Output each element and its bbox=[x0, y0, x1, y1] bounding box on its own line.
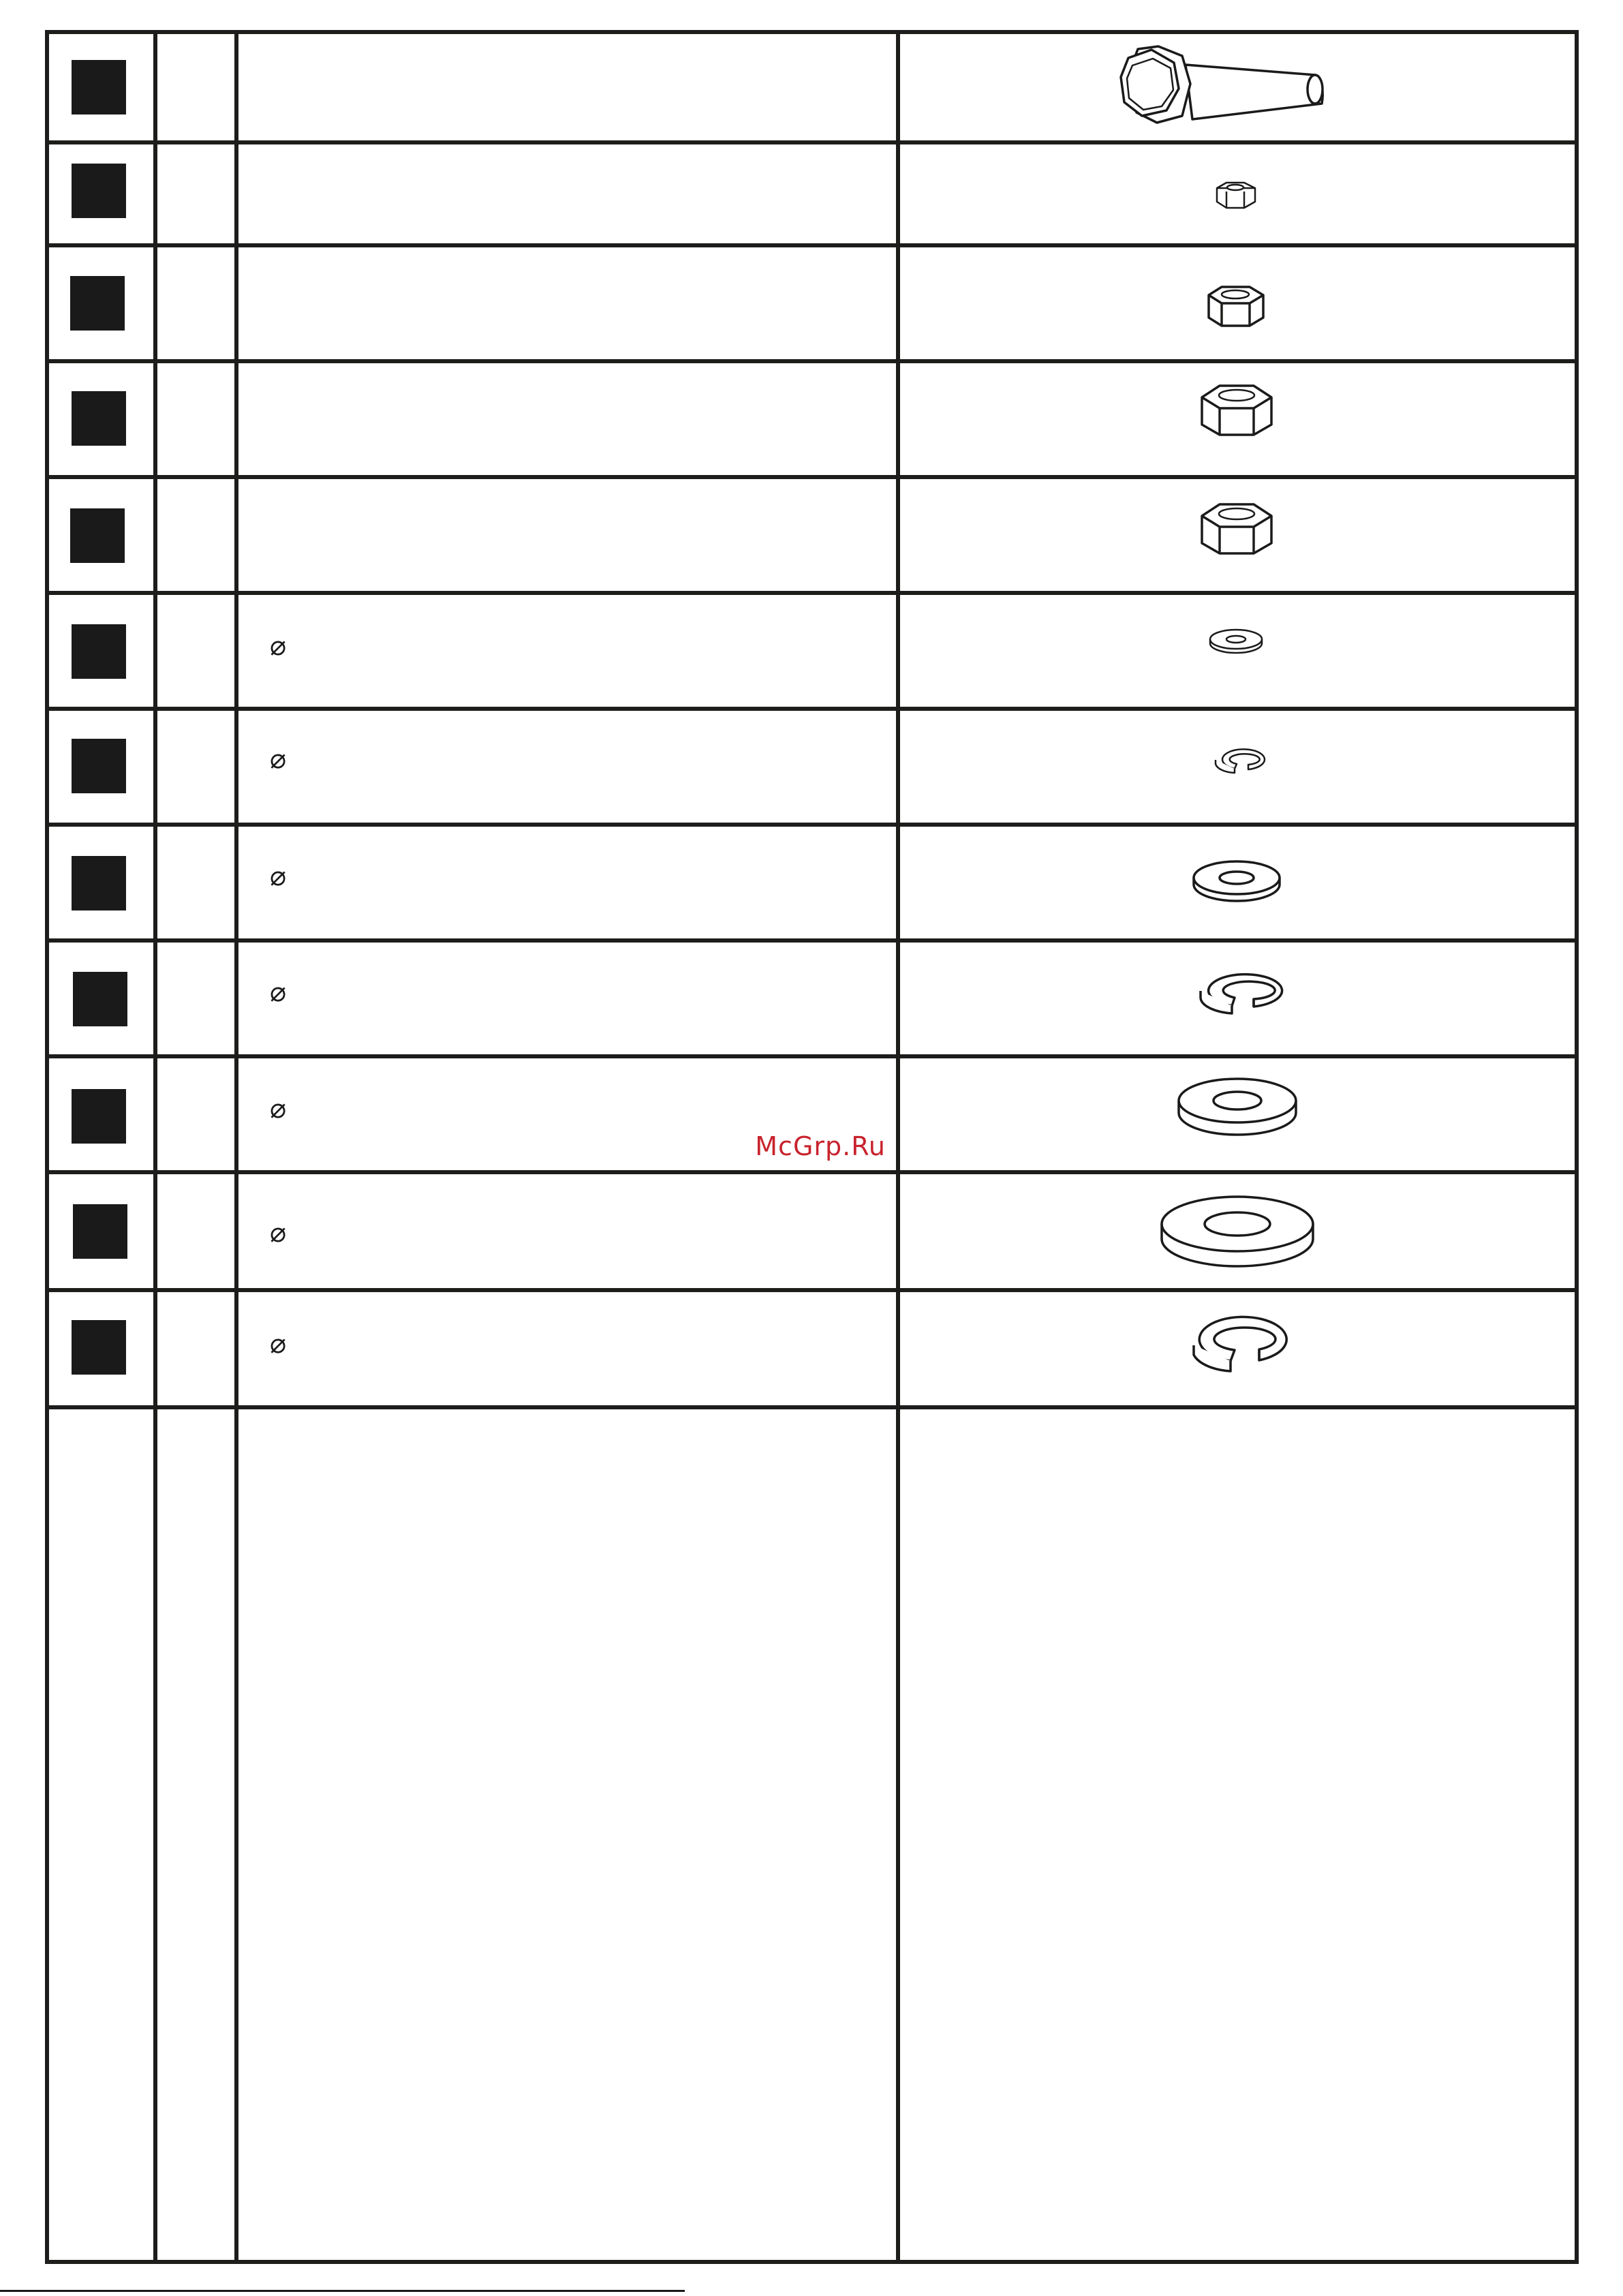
row-marker-9 bbox=[73, 972, 127, 1026]
watermark-text: McGrp.Ru bbox=[755, 1131, 886, 1161]
hex-nut-large-icon bbox=[1202, 386, 1271, 435]
row-marker-6 bbox=[72, 624, 126, 679]
row-marker-4 bbox=[72, 391, 126, 446]
spring-washer-small-icon bbox=[1216, 749, 1265, 773]
diameter-symbol: ⌀ bbox=[270, 1093, 287, 1124]
row-marker-2 bbox=[72, 164, 126, 218]
row-marker-10 bbox=[72, 1089, 126, 1144]
row-marker-12 bbox=[72, 1320, 126, 1375]
diameter-symbol: ⌀ bbox=[270, 744, 287, 775]
row-marker-5 bbox=[70, 508, 125, 563]
hex-nut-large-icon bbox=[1202, 504, 1271, 553]
hex-nut-small-icon bbox=[1217, 183, 1255, 208]
diameter-symbol: ⌀ bbox=[270, 977, 287, 1008]
row-markers bbox=[70, 60, 127, 1375]
flat-washer-small-icon bbox=[1210, 630, 1262, 653]
flat-washer-large-icon bbox=[1179, 1079, 1296, 1135]
spring-washer-large-icon bbox=[1194, 1317, 1286, 1371]
row-marker-7 bbox=[72, 739, 126, 793]
hex-nut-medium-icon bbox=[1209, 287, 1263, 326]
flat-washer-xlarge-icon bbox=[1162, 1197, 1313, 1266]
row-marker-3 bbox=[70, 276, 125, 331]
hex-bolt-icon bbox=[1121, 46, 1323, 123]
diameter-symbol: ⌀ bbox=[270, 1217, 287, 1249]
spring-washer-medium-icon bbox=[1201, 975, 1282, 1013]
row-marker-8 bbox=[72, 856, 126, 910]
row-marker-1 bbox=[72, 60, 126, 114]
row-marker-11 bbox=[73, 1204, 127, 1259]
flat-washer-medium-icon bbox=[1194, 861, 1280, 901]
diameter-symbol: ⌀ bbox=[270, 630, 287, 662]
diameter-symbol: ⌀ bbox=[270, 1328, 287, 1360]
footer-rule bbox=[0, 2290, 685, 2292]
diameter-symbol: ⌀ bbox=[270, 861, 287, 892]
